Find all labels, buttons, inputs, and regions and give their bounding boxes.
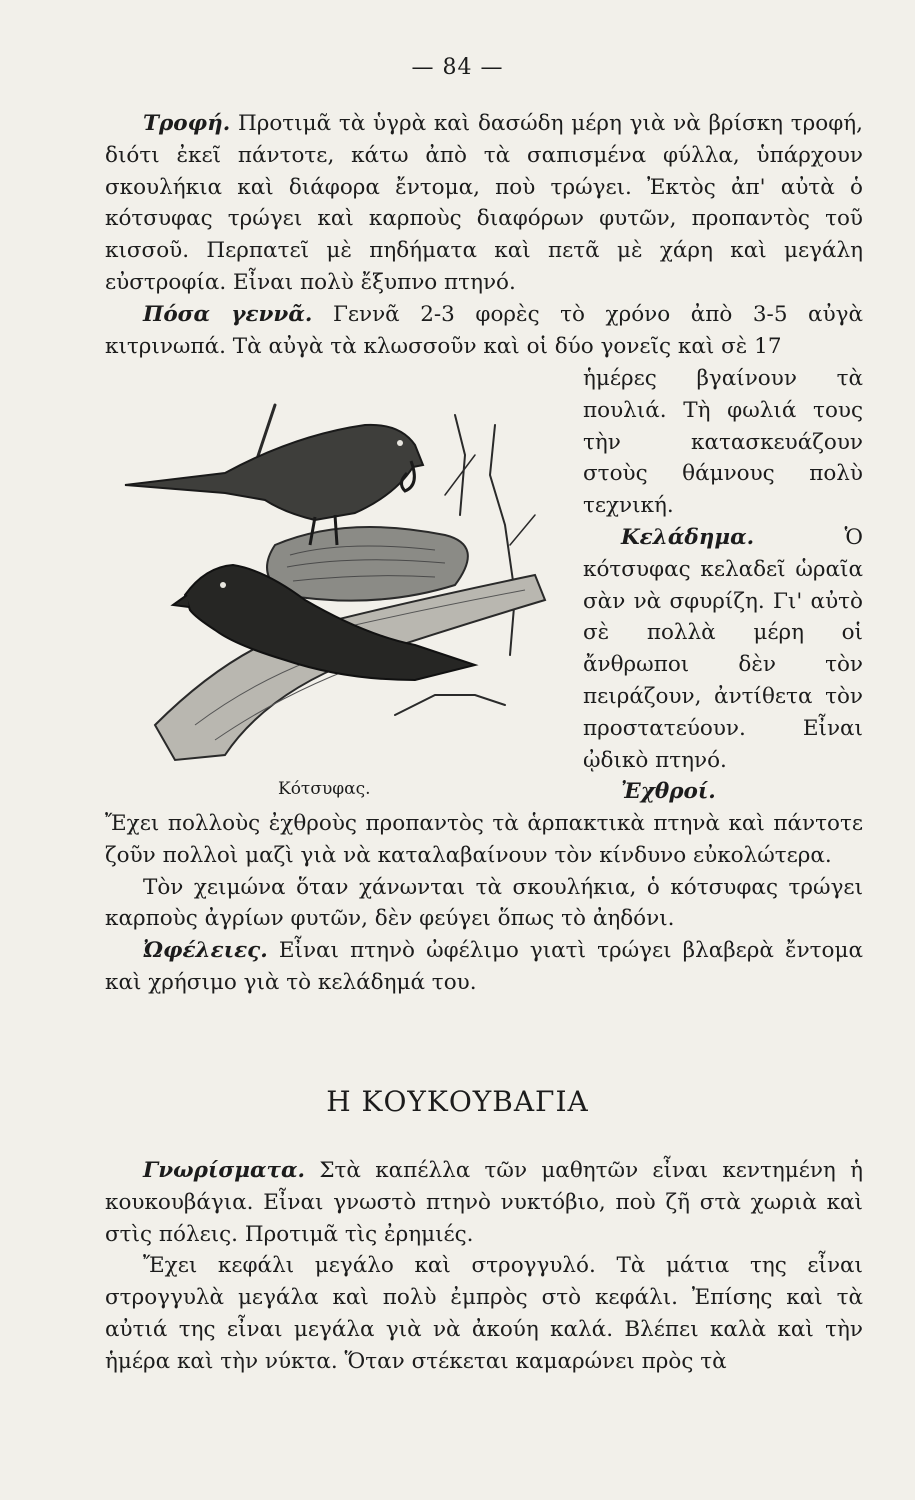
section-owl: [105, 1155, 863, 1378]
text-food: Προτιμᾶ τὰ ὑγρὰ καὶ δασώδη μέρη γιὰ νὰ βρίσκη τροφή, διότι ἐκεῖ πάντοτε, κάτω ἀπὸ τὰ σαπισμένα φύλλα, ὑπάρχουν σκουλήκια καὶ διάφορα ἔντομα, ποὺ τρώγει. Ἐκτὸς ἀπ' αὐτὰ ὁ κότσυφας τρώγει καὶ καρποὺς διαφόρων φυτῶν, προπαντὸς τοῦ κισσοῦ. Περπατεῖ μὲ πηδήματα καὶ πετᾶ μὲ χάρη καὶ μεγάλη εὐστροφία. Εἶναι πολὺ ἔξυπνο πτηνό.: [105, 111, 863, 295]
section-enemies-benefits: [105, 808, 863, 999]
text-benefits: Εἶναι πτηνὸ ὠφέλιμο γιατὶ τρώγει βλαβερὰ ἔντομα καὶ χρήσιμο γιὰ τὸ κελάδημά του.: [105, 938, 863, 995]
nest-shape: [267, 527, 468, 601]
section-food-and-breeding: [105, 108, 863, 362]
paragraph-breeding: [105, 299, 863, 363]
chapter-title: Η ΚΟΥΚΟΥΒΑΓΙΑ: [326, 1085, 589, 1118]
paragraph-song: [583, 522, 863, 776]
text-head-description: Ἔχει κεφάλι μεγάλο καὶ στρογγυλό. Τὰ μάτια της εἶναι στρογγυλὰ μεγάλα καὶ πολὺ ἐμπρὸς στὸ κεφάλι. Ἐπίσης καὶ τὰ αὐτιά της εἶναι μεγάλα γιὰ νὰ ἀκούη καλά. Βλέπει καλὰ καὶ τὴν ἡμέρα καὶ τὴν νύκτα. Ὅταν στέκεται καμαρώνει πρὸς τὰ: [105, 1253, 863, 1374]
text-breeding: Γεννᾶ 2-3 φορὲς τὸ χρόνο ἀπὸ 3-5 αὐγὰ κιτρινωπά. Τὰ αὐγὰ τὰ κλωσσοῦν καὶ οἱ δύο γονεῖς καὶ σὲ 17: [105, 301, 864, 359]
heading-benefits: Ὠφέλειες.: [143, 938, 268, 964]
heading-breeding: Πόσα γεννᾶ.: [143, 301, 313, 327]
heading-food: Τροφή.: [143, 111, 231, 136]
text-enemies: Ἔχει πολλοὺς ἐχθροὺς προπαντὸς τὰ ἁρπακτικὰ πτηνὰ καὶ πάντοτε ζοῦν πολλοὶ μαζὶ γιὰ νὰ καταλαβαίνουν τὸν κίνδυνο εὐκολώτερα.: [105, 811, 863, 868]
heading-features: Γνωρίσματα.: [143, 1158, 305, 1183]
blackbird-illustration: [115, 395, 575, 765]
figure-caption: Κότσυφας.: [278, 779, 371, 799]
heading-enemies: Ἐχθροί.: [621, 779, 716, 805]
heading-enemies-line: [583, 776, 863, 808]
heading-song: Κελάδημα.: [621, 524, 755, 550]
text-features: Στὰ καπέλλα τῶν μαθητῶν εἶναι κεντημένη ἡ κουκουβάγια. Εἶναι γνωστὸ πτηνὸ νυκτόβιο, ποὺ ζῆ στὰ χωριὰ καὶ στὶς πόλεις. Προτιμᾶ τὶς ἐρημιές.: [105, 1158, 863, 1247]
wrapped-text-column: [583, 363, 863, 808]
page-number: — 84 —: [411, 55, 504, 80]
paragraph-features: [105, 1155, 863, 1250]
upper-bird-shape: [125, 425, 423, 520]
text-breeding-continued: ἡμέρες βγαίνουν τὰ πουλιά. Τὴ φωλιά τους τὴν κατασκευάζουν στοὺς θάμνους πολὺ τεχνική.: [583, 366, 863, 519]
paragraph-food: [105, 108, 863, 299]
text-winter: Τὸν χειμώνα ὅταν χάνωνται τὰ σκουλήκια, ὁ κότσυφας τρώγει καρποὺς ἀγρίων φυτῶν, δὲν φεύγει ὅπως τὸ ἀηδόνι.: [105, 874, 863, 932]
text-song: Ὁ κότσυφας κελαδεῖ ὡραῖα σὰν νὰ σφυρίζη. Γι' αὐτὸ σὲ πολλὰ μέρη οἱ ἄνθρωποι δὲν τὸν πειράζουν, ἀντίθετα τὸν προστατεύουν. Εἶναι ᾠδικὸ πτηνό.: [583, 524, 863, 773]
paragraph-benefits: [105, 935, 863, 999]
